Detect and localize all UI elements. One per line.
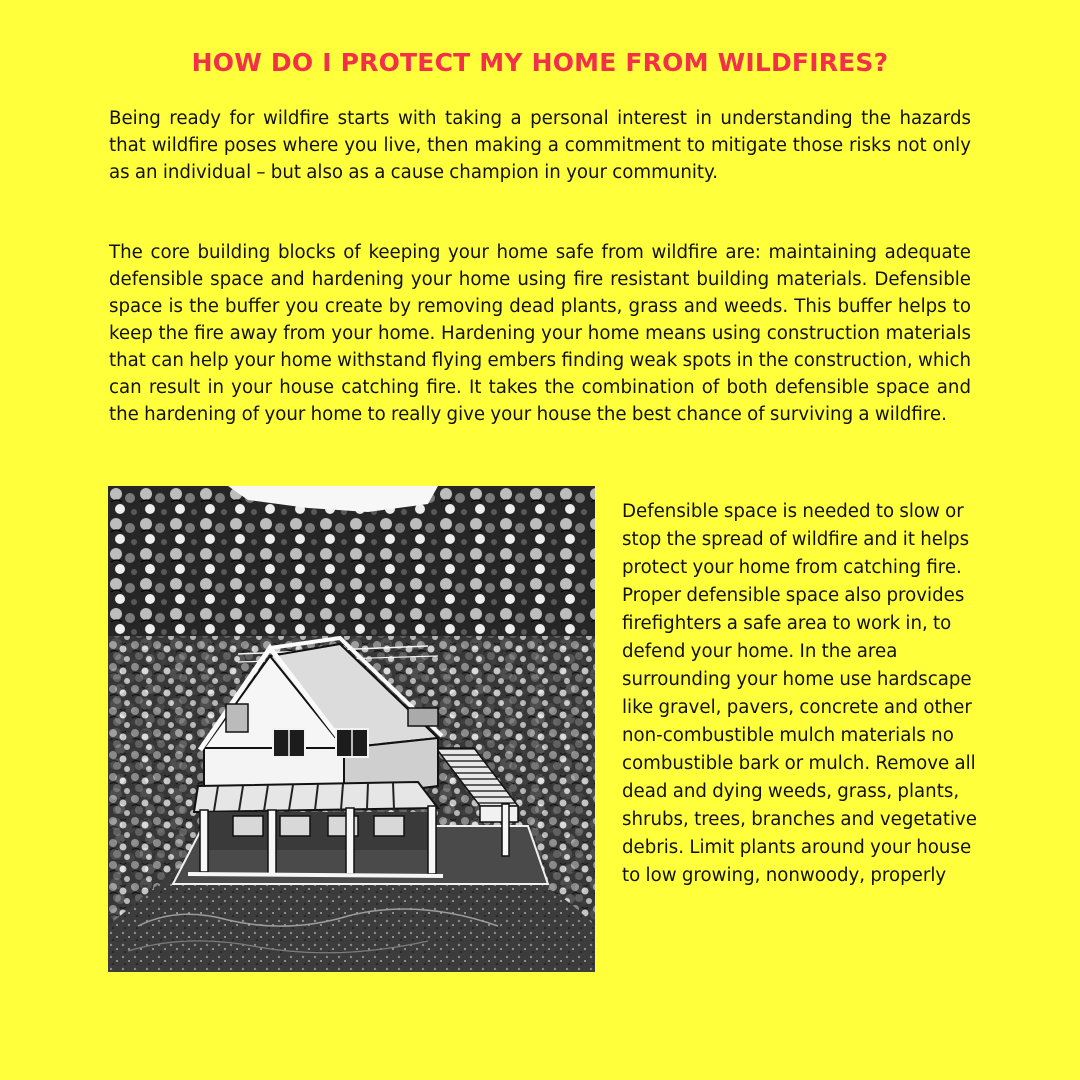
house-sketch-drawing [108,486,595,972]
core-building-blocks-paragraph: The core building blocks of keeping your home safe from wildfire are: maintaining adequate defensible space and hardening your home using fire resistant building materials. Defensible space is the buffer you create by removing dead plants, grass and weeds. This buffer helps to keep the fire away from your home. Hardening your home means using construction materials that can help your home withstand flying embers finding weak spots in the construction, which can result in your house catching fire. It takes the combination of both defensible space and the hardening of your home to really give your house the best chance of surviving a wildfire. [109,242,971,425]
intro-paragraph: Being ready for wildfire starts with taking a personal interest in understanding the hazards that wildfire poses where you live, then making a commitment to mitigate those risks not only as an individual – but also as a cause champion in your community. [109,108,971,183]
house-in-forest-illustration [108,486,595,972]
defensible-space-paragraph: Defensible space is needed to slow or stop the spread of wildfire and it helps protect your home from catching fire. Proper defensible space also provides firefighters a safe area to work in, to defend your home. In the area surrounding your home use hardscape like gravel, pavers, concrete and other non-combustible mulch materials no combustible bark or mulch. Remove all dead and dying weeds, grass, plants, shrubs, trees, branches and vegetative debris. Limit plants around your house to low growing, nonwoody, properly [622,501,977,886]
page-title: HOW DO I PROTECT MY HOME FROM WILDFIRES? [191,48,889,77]
